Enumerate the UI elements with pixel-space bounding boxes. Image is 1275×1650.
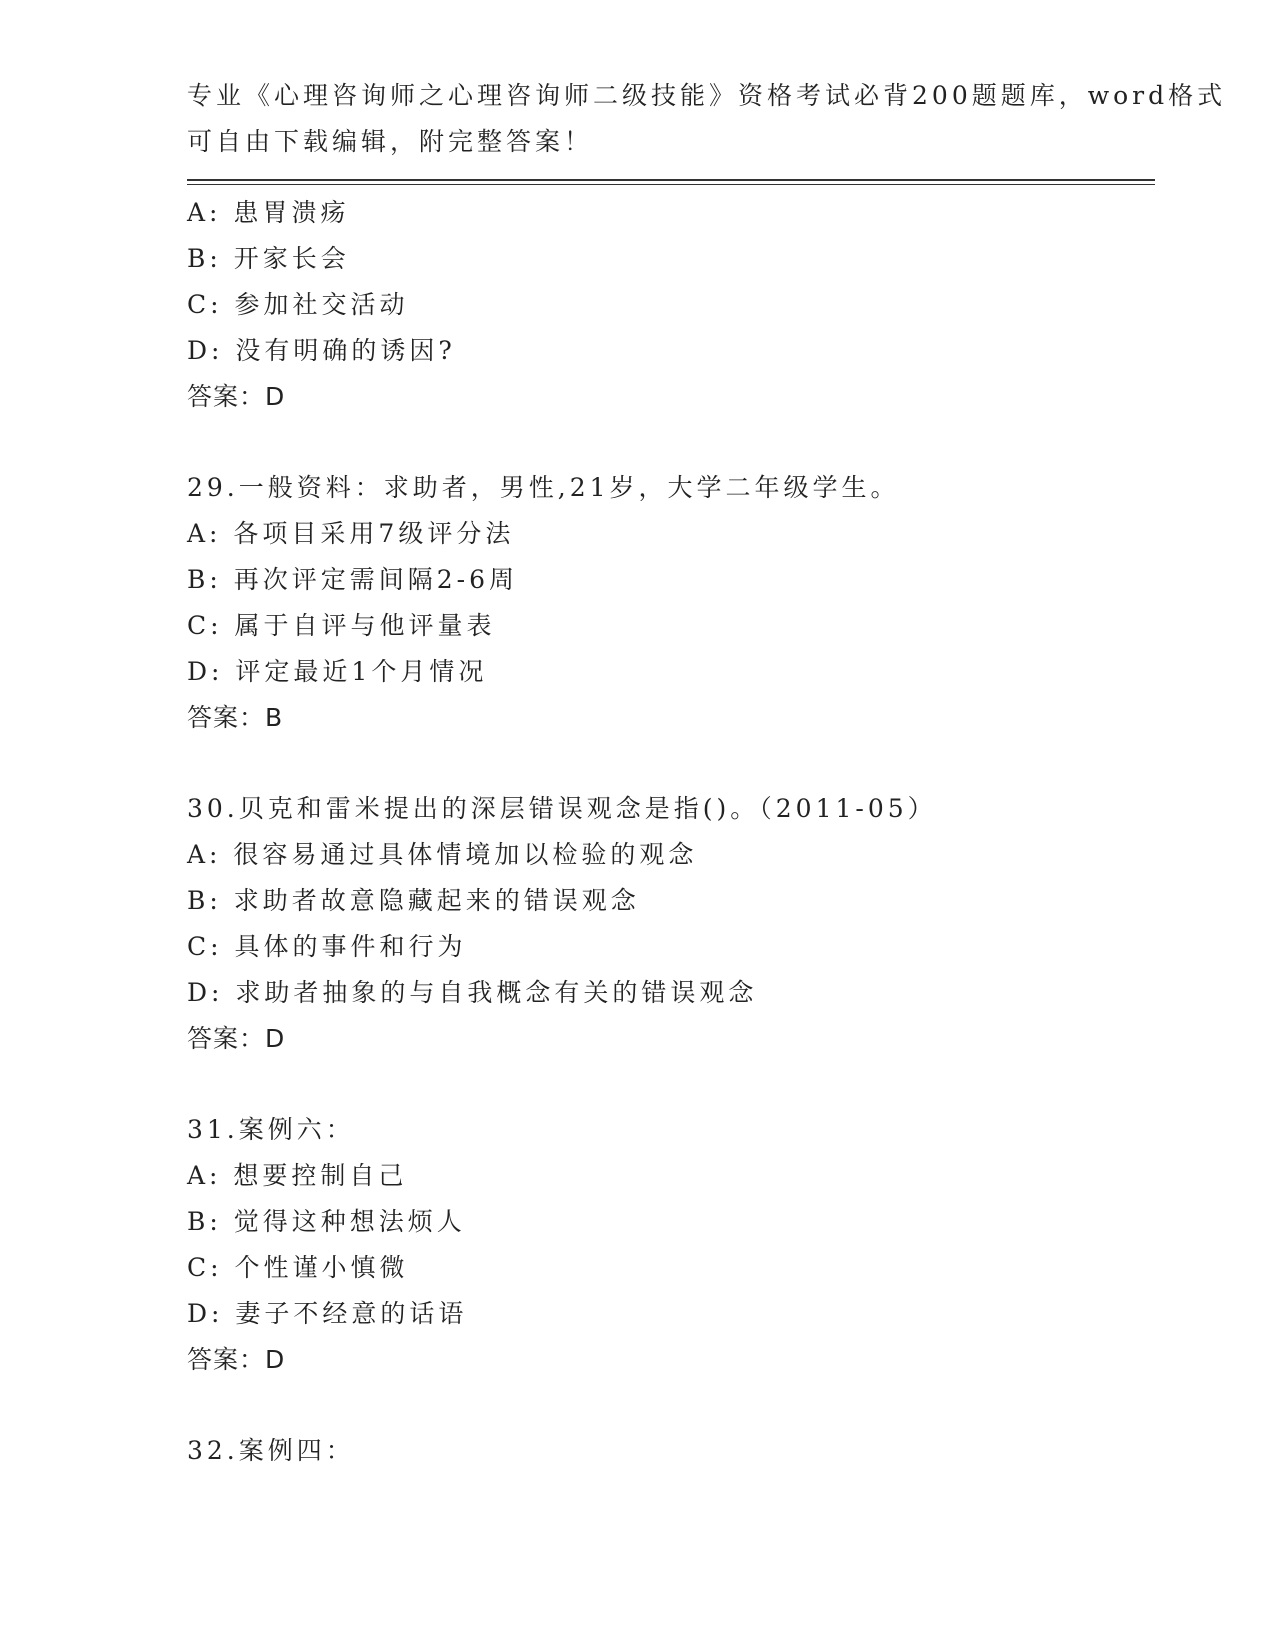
question-text: 31.案例六： bbox=[187, 1115, 355, 1144]
option-c: C: 具体的事件和行为 bbox=[187, 932, 467, 961]
option-d: D: 评定最近1个月情况 bbox=[187, 657, 488, 686]
option-b: B: 求助者故意隐藏起来的错误观念 bbox=[187, 886, 640, 915]
answer-line: 答案：D bbox=[187, 1024, 286, 1053]
option-a: A: 很容易通过具体情境加以检验的观念 bbox=[187, 840, 698, 869]
option-d: D: 求助者抽象的与自我概念有关的错误观念 bbox=[187, 978, 758, 1007]
option-b: B: 开家长会 bbox=[187, 244, 350, 273]
option-a: A: 患胃溃疡 bbox=[187, 198, 350, 227]
question-text: 30.贝克和雷米提出的深层错误观念是指()。（2011-05） bbox=[187, 794, 937, 823]
option-c: C: 属于自评与他评量表 bbox=[187, 611, 496, 640]
answer-line: 答案：B bbox=[187, 703, 284, 732]
option-c: C: 个性谨小慎微 bbox=[187, 1253, 409, 1282]
question-text: 29.一般资料：求助者，男性,21岁，大学二年级学生。 bbox=[187, 473, 900, 502]
question-text: 32.案例四： bbox=[187, 1436, 355, 1465]
question-block bbox=[187, 465, 1147, 741]
option-d: D: 妻子不经意的话语 bbox=[187, 1299, 468, 1328]
document-header bbox=[187, 73, 1227, 165]
question-block bbox=[187, 190, 1147, 420]
question-block bbox=[187, 1107, 1147, 1383]
question-list bbox=[187, 190, 1147, 1474]
option-b: B: 再次评定需间隔2-6周 bbox=[187, 565, 519, 594]
answer-line: 答案：D bbox=[187, 1345, 286, 1374]
question-block bbox=[187, 1428, 1147, 1474]
answer-line: 答案：D bbox=[187, 382, 286, 411]
header-divider-thin bbox=[187, 184, 1155, 185]
option-b: B: 觉得这种想法烦人 bbox=[187, 1207, 466, 1236]
header-divider bbox=[187, 179, 1155, 181]
question-block bbox=[187, 786, 1147, 1062]
header-line-1: 专业《心理咨询师之心理咨询师二级技能》资格考试必背200题题库，word格式 bbox=[187, 81, 1227, 110]
option-a: A: 想要控制自己 bbox=[187, 1161, 408, 1190]
header-line-2: 可自由下载编辑，附完整答案！ bbox=[187, 127, 594, 156]
option-c: C: 参加社交活动 bbox=[187, 290, 409, 319]
option-d: D: 没有明确的诱因? bbox=[187, 336, 456, 365]
option-a: A: 各项目采用7级评分法 bbox=[187, 519, 515, 548]
